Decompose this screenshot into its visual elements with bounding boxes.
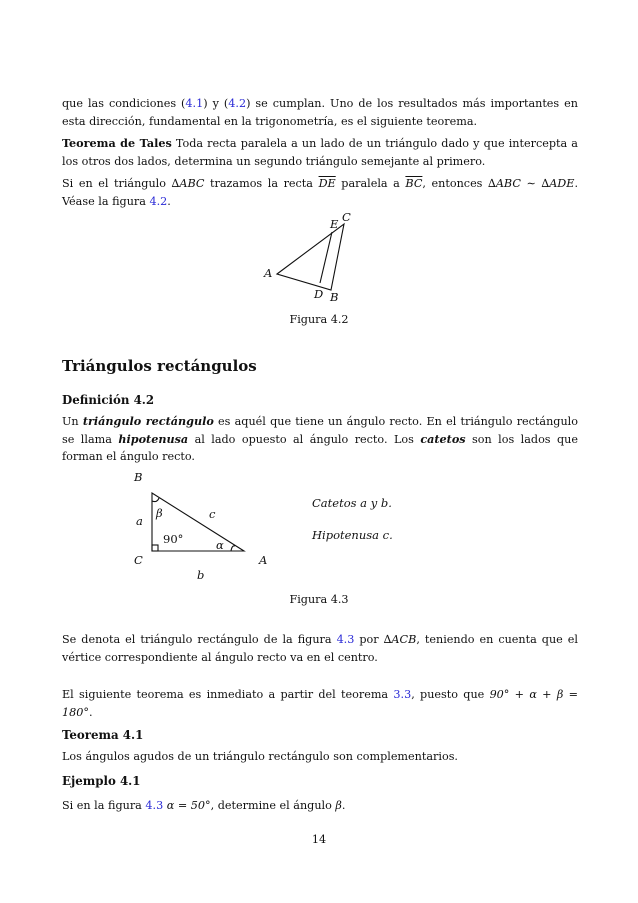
side-label-c: c xyxy=(209,507,216,521)
theorem-intro-paragraph xyxy=(62,686,578,721)
angle-label-right: 90° xyxy=(163,532,184,546)
text-run: . xyxy=(167,194,171,208)
definition-title: Definición 4.2 xyxy=(62,393,155,407)
angle-label-alpha: α xyxy=(216,538,224,552)
text-run: al lado opuesto al ángulo recto. Los xyxy=(188,432,421,446)
text-run: que las condiciones ( xyxy=(62,97,186,110)
math-expression: ∆ABC ∼ ∆ADE xyxy=(488,177,575,190)
text-run: , determine el ángulo xyxy=(210,799,336,812)
math-segment: $\overline{BC}$ xyxy=(405,177,423,190)
math-segment: $\overline{DE}$ xyxy=(318,177,336,190)
figure-caption: Figura 4.3 xyxy=(289,593,349,606)
math-expression: ∆ACB xyxy=(383,633,417,646)
angle-label-beta: β xyxy=(156,506,163,520)
defined-term: catetos xyxy=(420,431,466,446)
text-run: paralela a xyxy=(335,177,406,190)
vertex-label-c: C xyxy=(342,210,351,224)
math-expression: α = 50° xyxy=(166,799,211,812)
text-run: por xyxy=(354,633,384,646)
equation-ref-link[interactable]: 4.2 xyxy=(228,97,247,110)
theorem-text: Toda recta paralela a un lado de un triángulo dado y que intercepta a los otros dos lados, determina un segundo triángulo semejante al primero. xyxy=(62,137,578,168)
text-run: Un xyxy=(62,415,83,428)
text-run: , entonces xyxy=(422,177,489,190)
example-paragraph xyxy=(62,797,578,815)
section-title: Triángulos rectángulos xyxy=(62,357,257,375)
angle-arc-beta xyxy=(152,498,159,502)
page-number: 14 xyxy=(311,833,327,846)
math-expression: 90° + α + β = 180° xyxy=(62,688,578,719)
catetos-note: Catetos a y b. xyxy=(312,496,392,510)
text-run: son los lados que forman el ángulo recto. xyxy=(62,432,578,463)
math-expression: ∆ABC xyxy=(171,177,205,190)
text-run: . xyxy=(88,705,93,719)
text-run: Si en la figura xyxy=(62,799,146,812)
vertex-label-a: A xyxy=(259,553,268,567)
vertex-label-a: A xyxy=(264,266,273,280)
text-run: es aquél que tiene un ángulo recto. En el triángulo rectángulo se llama xyxy=(62,415,578,446)
theorem-text: Los ángulos agudos de un triángulo rectángulo son complementarios. xyxy=(62,750,458,763)
math-expression: β xyxy=(335,799,342,812)
text-run: . Véase la figura xyxy=(62,177,579,208)
theorem-ref-link[interactable]: 3.3 xyxy=(393,688,412,701)
text-run: ) y ( xyxy=(203,97,229,110)
theorem-title: Teorema 4.1 xyxy=(62,728,144,742)
text-run: Se denota el triángulo rectángulo de la figura xyxy=(62,633,337,646)
notation-paragraph xyxy=(62,631,578,666)
theorem-title: Teorema de Tales xyxy=(62,136,172,150)
right-angle-marker xyxy=(152,545,158,551)
equation-ref-link[interactable]: 4.1 xyxy=(185,97,204,110)
text-run: Si en el triángulo xyxy=(62,177,172,190)
text-run: El siguiente teorema es inmediato a partir del teorema xyxy=(62,688,394,701)
side-label-a: a xyxy=(136,514,143,528)
figure-ref-link[interactable]: 4.3 xyxy=(145,799,164,812)
figure-ref-link[interactable]: 4.3 xyxy=(336,633,355,646)
vertex-label-b: B xyxy=(134,470,143,484)
text-run: , puesto que xyxy=(411,688,490,701)
vertex-label-c: C xyxy=(134,553,143,567)
defined-term: hipotenusa xyxy=(118,431,189,446)
text-run: , teniendo en cuenta que el vértice correspondiente al ángulo recto va en el centro. xyxy=(62,633,578,664)
vertex-label-b: B xyxy=(330,290,339,304)
example-title: Ejemplo 4.1 xyxy=(62,774,141,788)
hipotenusa-note: Hipotenusa c. xyxy=(312,528,393,542)
figure-ref-link[interactable]: 4.2 xyxy=(149,194,168,208)
defined-term: triángulo rectángulo xyxy=(82,414,214,428)
vertex-label-d: D xyxy=(314,287,324,301)
vertex-label-e: E xyxy=(330,217,339,231)
angle-arc-alpha xyxy=(231,546,235,551)
text-run: trazamos la recta xyxy=(204,177,319,190)
text-run: . xyxy=(341,799,346,812)
text-run: ) se cumplan. Uno de los resultados más importantes en esta dirección, fundamental en la trigonometría, es el siguiente teorema. xyxy=(62,97,578,128)
figure-caption: Figura 4.2 xyxy=(289,313,349,326)
side-label-b: b xyxy=(197,568,205,582)
